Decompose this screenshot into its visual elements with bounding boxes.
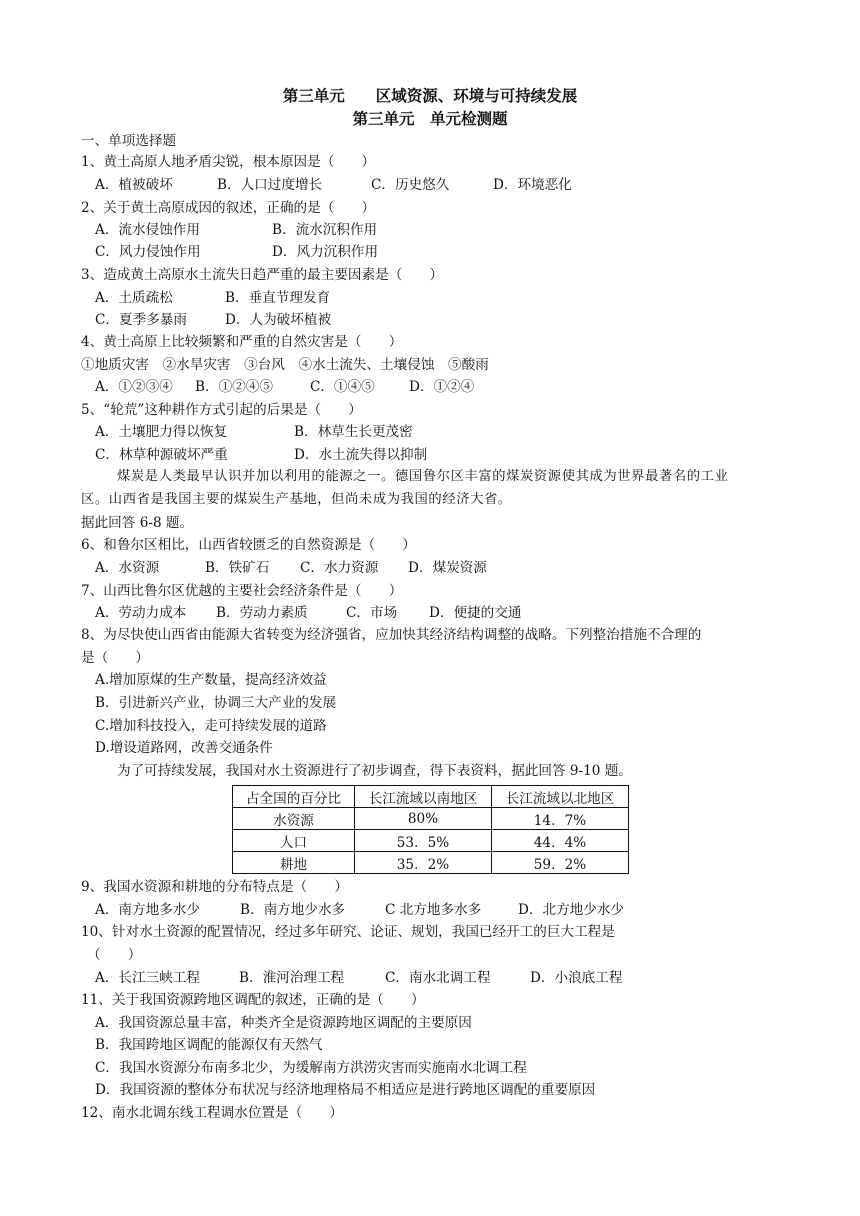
passage-coal-instruction: 据此回答 6-8 题。 <box>81 515 194 531</box>
question-7-stem: 7、山西比鲁尔区优越的主要社会经济条件是（ ） <box>81 583 403 599</box>
question-6-option-d: D．煤炭资源 <box>408 560 487 576</box>
question-5-option-d: D．水土流失得以抑制 <box>294 447 428 463</box>
table-cell: 35．2% <box>355 852 492 874</box>
question-10-option-c: C．南水北调工程 <box>385 970 491 986</box>
question-5-stem: 5、“轮荒”这种耕作方式引起的后果是（ ） <box>81 402 362 418</box>
question-2-option-d: D．风力沉积作用 <box>272 244 379 260</box>
question-9-option-d: D．北方地少水少 <box>518 902 625 918</box>
question-4-stem: 4、黄土高原上比较频繁和严重的自然灾害是（ ） <box>81 334 403 350</box>
table-cell: 14．7% <box>492 808 629 830</box>
question-6-stem: 6、和鲁尔区相比，山西省较匮乏的自然资源是（ ） <box>81 537 416 553</box>
table-header-row <box>233 786 629 808</box>
passage-water-soil: 为了可持续发展，我国对水土资源进行了初步调查，得下表资料，据此回答 9-10 题。 <box>117 763 632 779</box>
question-3-stem: 3、造成黄土高原水土流失日趋严重的最主要因素是（ ） <box>81 267 444 283</box>
question-7-option-d: D．便捷的交通 <box>429 605 522 621</box>
question-1-option-d: D．环境恶化 <box>493 177 572 193</box>
question-2-option-c: C．风力侵蚀作用 <box>95 244 201 260</box>
table-cell: 59．2% <box>492 852 629 874</box>
question-1-option-b: B．人口过度增长 <box>217 177 323 193</box>
question-7-option-c: C．市场 <box>346 605 398 621</box>
table-cell: 80% <box>355 808 492 830</box>
question-11-option-b: B．我国跨地区调配的能源仅有天然气 <box>95 1037 323 1053</box>
question-1-stem: 1、黄土高原人地矛盾尖锐，根本原因是（ ） <box>81 154 376 170</box>
question-3-option-a: A．土质疏松 <box>95 290 173 306</box>
question-6-option-c: C．水力资源 <box>300 560 379 576</box>
document-title: 第三单元 区域资源、环境与可持续发展 <box>282 87 578 105</box>
question-9-stem: 9、我国水资源和耕地的分布特点是（ ） <box>81 879 348 895</box>
table-cell: 耕地 <box>233 852 355 874</box>
resource-distribution-table <box>232 785 629 874</box>
table-cell: 人口 <box>233 830 355 852</box>
question-3-option-b: B．垂直节理发育 <box>225 290 331 306</box>
question-10-option-d: D．小浪底工程 <box>530 970 623 986</box>
passage-coal-line-2: 区。山西省是我国主要的煤炭生产基地，但尚未成为我国的经济大省。 <box>81 492 512 507</box>
question-5-option-c: C．林草种源破坏严重 <box>95 447 228 463</box>
question-9-option-b: B．南方地少水多 <box>240 902 346 918</box>
section-heading: 一、单项选择题 <box>81 133 177 149</box>
question-8-stem-line-2: 是（ ） <box>81 650 149 666</box>
question-3-option-c: C．夏季多暴雨 <box>95 312 187 328</box>
question-9-option-a: A．南方地多水少 <box>95 902 200 918</box>
question-4-option-c: C．①④⑤ <box>310 379 375 395</box>
question-10-option-a: A．长江三峡工程 <box>95 970 200 986</box>
question-6-option-b: B．铁矿石 <box>205 560 270 576</box>
table-cell: 53．5% <box>355 830 492 852</box>
question-3-option-d: D．人为破坏植被 <box>225 312 332 328</box>
question-7-option-a: A．劳动力成本 <box>95 605 187 621</box>
question-4-option-d: D．①②④ <box>409 379 475 395</box>
question-9-option-c: C 北方地多水多 <box>385 902 482 918</box>
question-6-option-a: A．水资源 <box>95 560 160 576</box>
passage-coal-line-1: 煤炭是人类最早认识并加以利用的能源之一。德国鲁尔区丰富的煤炭资源使其成为世界最著名的工业 <box>117 469 729 484</box>
question-4-items: ①地质灾害 ②水旱灾害 ③台风 ④水土流失、土壤侵蚀 ⑤酸雨 <box>81 357 489 373</box>
question-10-stem-line-1: 10、针对水土资源的配置情况，经过多年研究、论证、规划，我国已经开工的巨大工程是 <box>81 924 615 940</box>
table-cell: 水资源 <box>233 808 355 830</box>
table-row <box>233 808 629 830</box>
question-4-option-a: A．①②③④ <box>95 379 173 395</box>
question-10-option-b: B．淮河治理工程 <box>239 970 345 986</box>
question-7-option-b: B．劳动力素质 <box>216 605 308 621</box>
question-1-option-a: A．植被破坏 <box>95 177 173 193</box>
question-2-option-a: A．流水侵蚀作用 <box>95 222 200 238</box>
question-11-option-c: C．我国水资源分布南多北少，为缓解南方洪涝灾害而实施南水北调工程 <box>95 1060 527 1076</box>
table-header-cell: 占全国的百分比 <box>233 786 355 808</box>
question-1-option-c: C．历史悠久 <box>371 177 450 193</box>
question-8-option-b: B．引进新兴产业，协调三大产业的发展 <box>95 695 337 711</box>
table-row <box>233 852 629 874</box>
question-10-stem-line-2: （ ） <box>87 947 142 963</box>
question-11-stem: 11、关于我国资源跨地区调配的叙述，正确的是（ ） <box>81 992 425 1008</box>
question-12-stem: 12、南水北调东线工程调水位置是（ ） <box>81 1105 343 1121</box>
question-2-option-b: B．流水沉积作用 <box>272 222 378 238</box>
question-11-option-d: D．我国资源的整体分布状况与经济地理格局不相适应是进行跨地区调配的重要原因 <box>95 1082 596 1098</box>
question-11-option-a: A．我国资源总量丰富，种类齐全是资源跨地区调配的主要原因 <box>95 1015 472 1031</box>
document-subtitle: 第三单元 单元检测题 <box>352 110 508 128</box>
question-8-stem-line-1: 8、为尽快使山西省由能源大省转变为经济强省，应加快其经济结构调整的战略。下列整治措施不合理的 <box>81 627 702 643</box>
question-8-option-c: C.增加科技投入，走可持续发展的道路 <box>95 718 327 734</box>
table-header-cell: 长江流域以北地区 <box>492 786 629 808</box>
table-cell: 44．4% <box>492 830 629 852</box>
table-header-cell: 长江流域以南地区 <box>355 786 492 808</box>
table-row <box>233 830 629 852</box>
question-4-option-b: B．①②④⑤ <box>195 379 273 395</box>
question-2-stem: 2、关于黄土高原成因的叙述，正确的是（ ） <box>81 200 376 216</box>
question-8-option-d: D.增设道路网，改善交通条件 <box>95 740 273 756</box>
question-5-option-b: B．林草生长更茂密 <box>294 424 413 440</box>
question-8-option-a: A.增加原煤的生产数量，提高经济效益 <box>95 672 327 688</box>
question-5-option-a: A．土壤肥力得以恢复 <box>95 424 228 440</box>
